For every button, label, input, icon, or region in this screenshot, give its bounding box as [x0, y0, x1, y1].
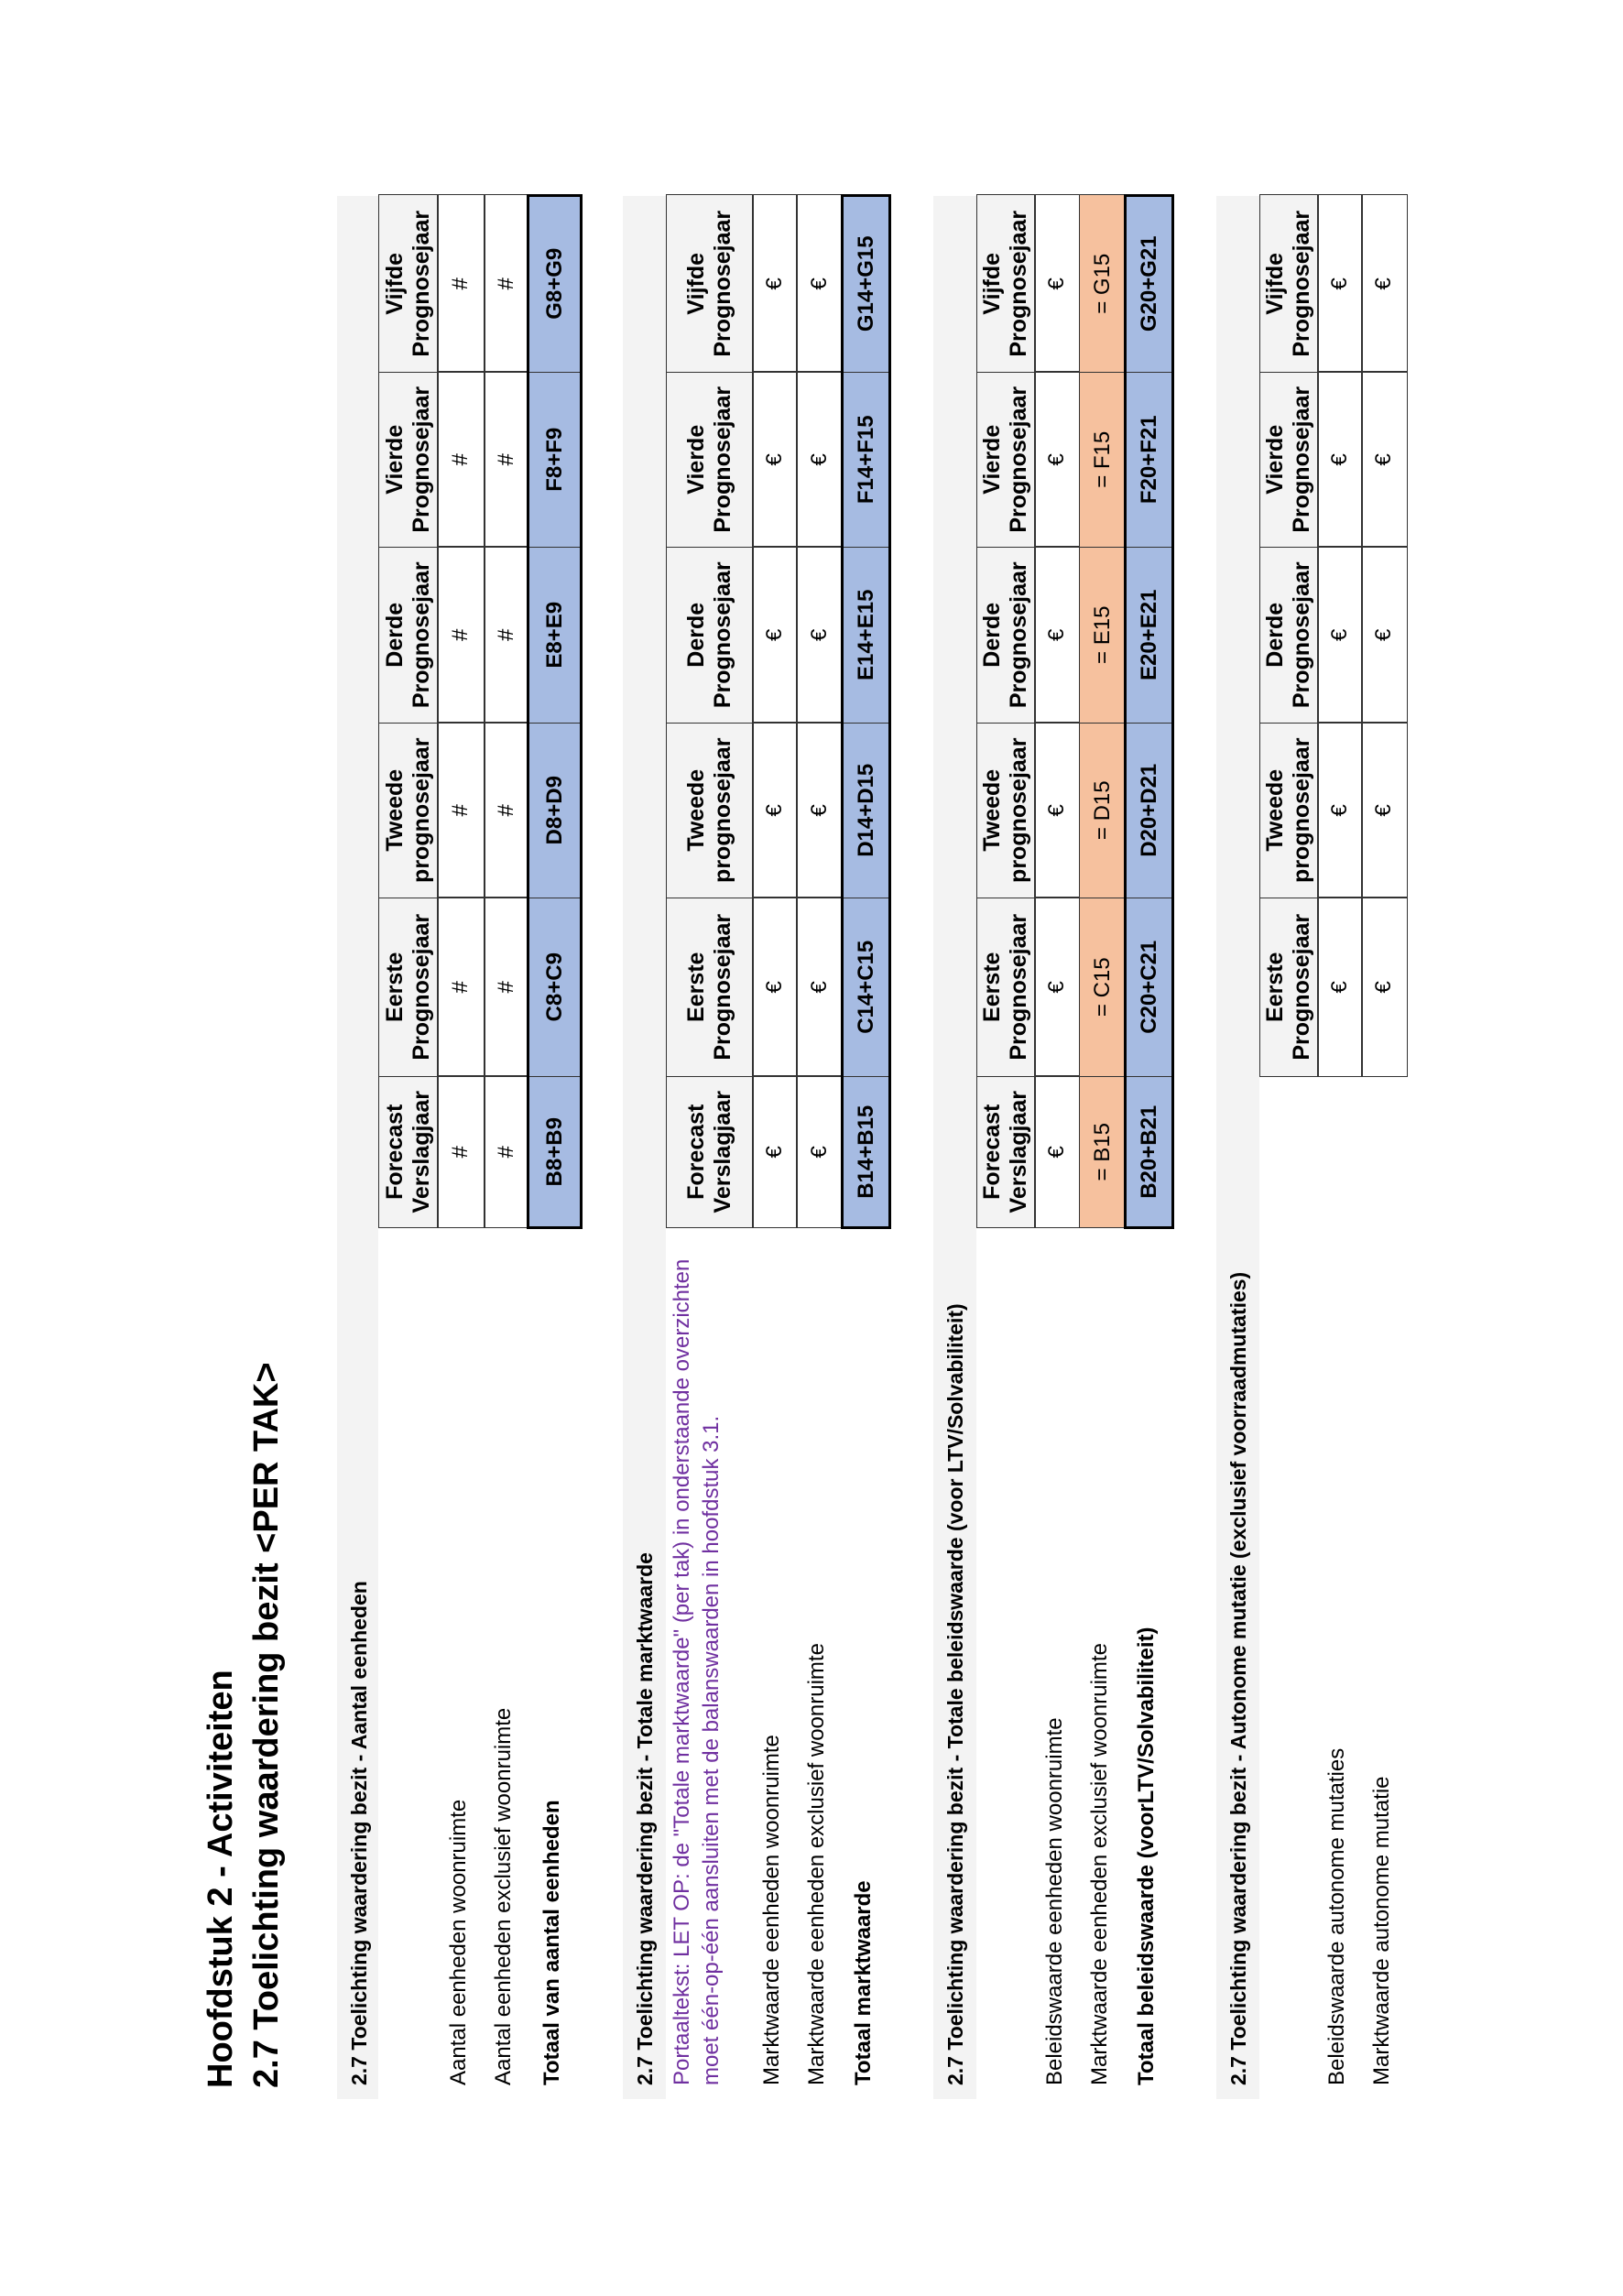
input-cell[interactable]: €	[1361, 723, 1408, 899]
column-header: Derde Prognosejaar	[1259, 547, 1319, 724]
total-cell: G20+G21	[1125, 195, 1174, 374]
column-header: Derde Prognosejaar	[378, 547, 439, 724]
total-row-label: Totaal marktwaarde	[851, 1880, 876, 2085]
linked-cell: = B15	[1079, 1076, 1127, 1229]
total-cell: E14+E15	[842, 547, 891, 724]
column-header: Vijfde Prognosejaar	[1259, 195, 1319, 374]
input-cell[interactable]: #	[484, 372, 529, 549]
column-header: Tweede prognosejaar	[1259, 723, 1319, 899]
total-cell: G8+G9	[528, 195, 583, 374]
portal-note: Portaaltekst: LET OP: de "Totale marktwaarde" (per tak) in onderstaande overzichten moet één-op-één aansluiten met de balanswaarden in hoofdstuk 3.1.	[670, 1258, 724, 2085]
input-cell[interactable]: #	[484, 723, 529, 899]
input-cell[interactable]: €	[1034, 1076, 1081, 1229]
input-cell[interactable]: €	[1361, 372, 1408, 549]
column-header: Tweede prognosejaar	[378, 723, 439, 899]
input-cell[interactable]: €	[1034, 195, 1081, 374]
linked-cell: = E15	[1079, 547, 1127, 724]
input-cell[interactable]: €	[796, 372, 844, 549]
input-cell[interactable]: €	[1317, 547, 1363, 724]
input-cell[interactable]: #	[437, 195, 485, 374]
total-cell: F8+F9	[528, 372, 583, 549]
input-cell[interactable]: €	[752, 898, 798, 1078]
row-label: Beleidswaarde eenheden woonruimte	[1041, 1717, 1067, 2085]
section-heading: 2.7 Toelichting waardering bezit - Aantal eenheden	[347, 1581, 371, 2085]
input-cell[interactable]: €	[1361, 547, 1408, 724]
column-header: Vierde Prognosejaar	[1259, 372, 1319, 549]
row-label: Marktwaarde autonome mutatie	[1368, 1776, 1394, 2085]
input-cell[interactable]: #	[437, 723, 485, 899]
input-cell[interactable]: €	[1034, 547, 1081, 724]
input-cell[interactable]: €	[752, 372, 798, 549]
linked-cell: = C15	[1079, 898, 1127, 1078]
input-cell[interactable]: €	[752, 195, 798, 374]
total-cell: D14+D15	[842, 723, 891, 899]
input-cell[interactable]: €	[796, 1076, 844, 1229]
total-cell: C14+C15	[842, 898, 891, 1078]
total-cell: B8+B9	[528, 1076, 583, 1229]
total-cell: D20+D21	[1125, 723, 1174, 899]
input-cell[interactable]: €	[1034, 372, 1081, 549]
linked-cell: = G15	[1079, 195, 1127, 374]
section-title: 2.7 Toelichting waardering bezit <PER TAK>	[247, 1362, 286, 2088]
input-cell[interactable]: €	[752, 1076, 798, 1229]
input-cell[interactable]: €	[1317, 372, 1363, 549]
input-cell[interactable]: #	[484, 195, 529, 374]
input-cell[interactable]: €	[1034, 723, 1081, 899]
chapter-title: Hoofdstuk 2 - Activiteiten	[202, 1670, 240, 2088]
linked-cell: = F15	[1079, 372, 1127, 549]
total-cell: C8+C9	[528, 898, 583, 1078]
row-label: Beleidswaarde autonome mutaties	[1324, 1747, 1349, 2085]
section-heading: 2.7 Toelichting waardering bezit - Autonome mutatie (exclusief voorraadmutaties)	[1226, 1271, 1250, 2085]
column-header: Vierde Prognosejaar	[666, 372, 754, 549]
input-cell[interactable]: #	[437, 898, 485, 1078]
input-cell[interactable]: €	[752, 723, 798, 899]
linked-cell: = D15	[1079, 723, 1127, 899]
column-header: Vijfde Prognosejaar	[378, 195, 439, 374]
input-cell[interactable]: €	[1317, 195, 1363, 374]
input-cell[interactable]: €	[752, 547, 798, 724]
column-header: Vijfde Prognosejaar	[666, 195, 754, 374]
column-header: Eerste Prognosejaar	[666, 898, 754, 1078]
row-label: Marktwaarde eenheden woonruimte	[759, 1735, 784, 2085]
column-header: Derde Prognosejaar	[666, 547, 754, 724]
column-header: Eerste Prognosejaar	[976, 898, 1036, 1078]
column-header: Vijfde Prognosejaar	[976, 195, 1036, 374]
input-cell[interactable]: #	[484, 547, 529, 724]
input-cell[interactable]: #	[484, 1076, 529, 1229]
input-cell[interactable]: €	[1317, 898, 1363, 1078]
input-cell[interactable]: €	[1361, 898, 1408, 1078]
total-cell: E20+E21	[1125, 547, 1174, 724]
column-header: Tweede prognosejaar	[666, 723, 754, 899]
column-header: Eerste Prognosejaar	[1259, 898, 1319, 1078]
column-header: Derde Prognosejaar	[976, 547, 1036, 724]
column-header: Forecast Verslagjaar	[378, 1076, 439, 1229]
row-label: Aantal eenheden exclusief woonruimte	[491, 1707, 516, 2085]
input-cell[interactable]: €	[1034, 898, 1081, 1078]
input-cell[interactable]: #	[437, 1076, 485, 1229]
column-header: Vierde Prognosejaar	[976, 372, 1036, 549]
total-cell: C20+C21	[1125, 898, 1174, 1078]
total-cell: B14+B15	[842, 1076, 891, 1229]
section-heading: 2.7 Toelichting waardering bezit - Totale beleidswaarde (voor LTV/Solvabiliteit)	[943, 1303, 967, 2085]
input-cell[interactable]: €	[796, 547, 844, 724]
total-cell: E8+E9	[528, 547, 583, 724]
column-header: Forecast Verslagjaar	[666, 1076, 754, 1229]
total-cell: B20+B21	[1125, 1076, 1174, 1229]
column-header: Vierde Prognosejaar	[378, 372, 439, 549]
input-cell[interactable]: €	[1317, 723, 1363, 899]
row-label: Aantal eenheden woonruimte	[445, 1799, 471, 2085]
input-cell[interactable]: #	[484, 898, 529, 1078]
total-row-label: Totaal beleidswaarde (voorLTV/Solvabiliteit)	[1134, 1627, 1159, 2085]
column-header: Eerste Prognosejaar	[378, 898, 439, 1078]
input-cell[interactable]: #	[437, 372, 485, 549]
total-cell: F20+F21	[1125, 372, 1174, 549]
section-heading: 2.7 Toelichting waardering bezit - Totale marktwaarde	[633, 1552, 657, 2085]
input-cell[interactable]: €	[796, 723, 844, 899]
total-cell: G14+G15	[842, 195, 891, 374]
total-cell: D8+D9	[528, 723, 583, 899]
total-cell: F14+F15	[842, 372, 891, 549]
row-label: Marktwaarde eenheden exclusief woonruimte	[804, 1643, 829, 2085]
input-cell[interactable]: €	[796, 195, 844, 374]
input-cell[interactable]: €	[1361, 195, 1408, 374]
input-cell[interactable]: €	[796, 898, 844, 1078]
column-header: Forecast Verslagjaar	[976, 1076, 1036, 1229]
total-row-label: Totaal van aantal eenheden	[539, 1800, 564, 2085]
column-header: Tweede prognosejaar	[976, 723, 1036, 899]
row-label: Marktwaarde eenheden exclusief woonruimte	[1087, 1643, 1112, 2085]
input-cell[interactable]: #	[437, 547, 485, 724]
